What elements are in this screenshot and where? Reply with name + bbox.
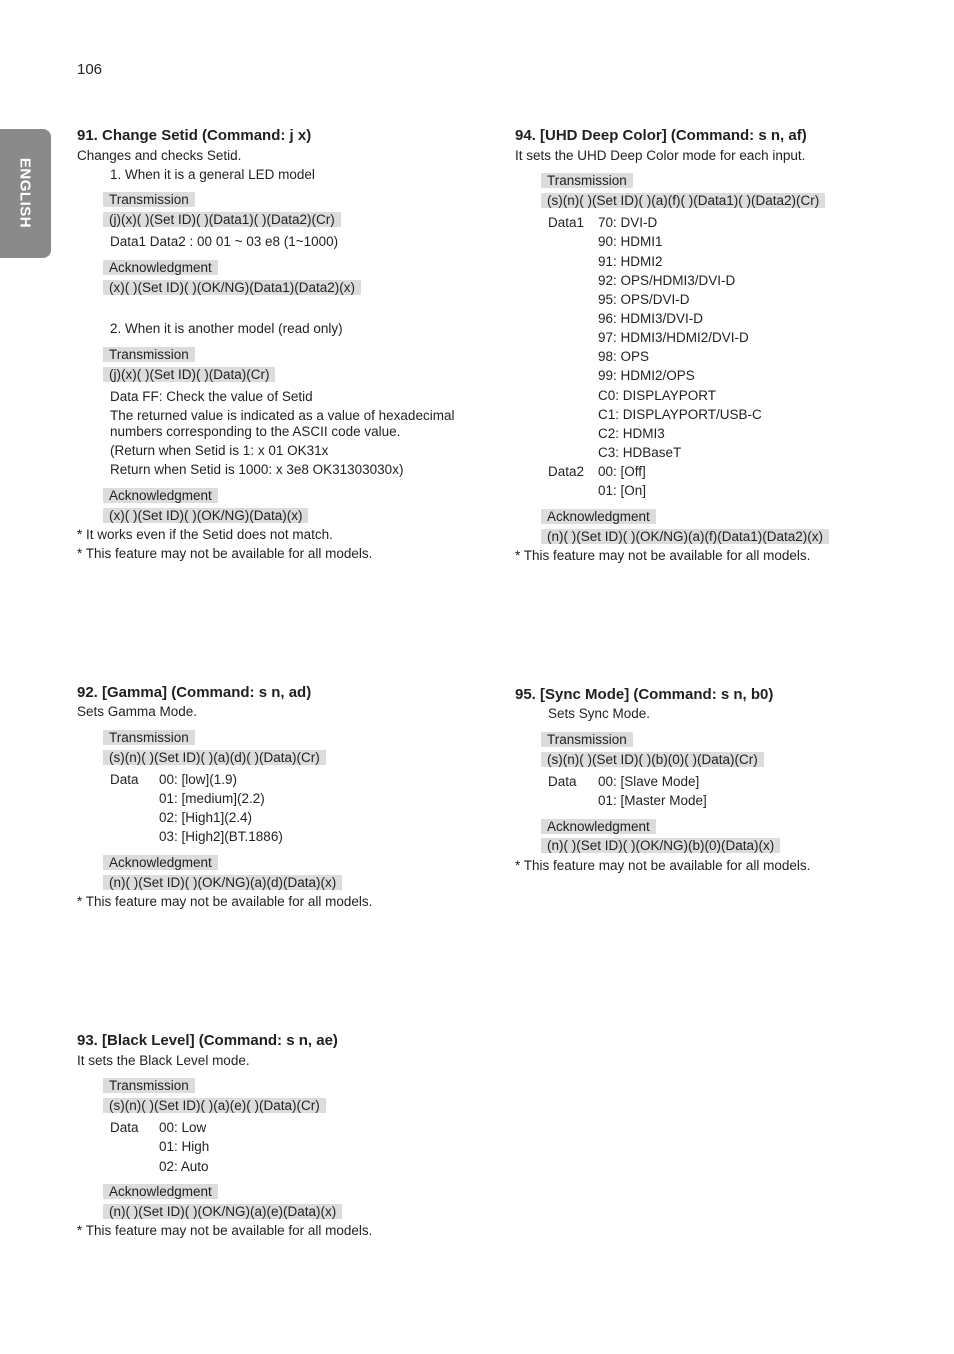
data-value: 00: [Slave Mode] bbox=[598, 774, 700, 789]
section-93-title: 93. [Black Level] (Command: s n, ae) bbox=[77, 1032, 338, 1049]
note-line: numbers corresponding to the ASCII code value. bbox=[110, 424, 401, 439]
section-92-desc: Sets Gamma Mode. bbox=[77, 704, 198, 719]
footnote: * It works even if the Setid does not match. bbox=[77, 527, 333, 542]
data-label: Data bbox=[110, 772, 139, 787]
data-value: 01: High bbox=[159, 1139, 210, 1154]
transmission-command: (s)(n)( )(Set ID)( )(a)(e)( )(Data)(Cr) bbox=[103, 1098, 326, 1113]
transmission-command: (s)(n)( )(Set ID)( )(a)(d)( )(Data)(Cr) bbox=[103, 750, 326, 765]
data-value: 02: Auto bbox=[159, 1159, 209, 1174]
transmission-command: (j)(x)( )(Set ID)( )(Data1)( )(Data2)(Cr) bbox=[103, 212, 341, 227]
acknowledgment-label: Acknowledgment bbox=[103, 260, 218, 275]
data-value: 96: HDMI3/DVI-D bbox=[598, 311, 704, 326]
transmission-label: Transmission bbox=[541, 173, 633, 188]
section-91-case1: 1. When it is a general LED model bbox=[110, 167, 315, 182]
acknowledgment-command: (n)( )(Set ID)( )(OK/NG)(a)(e)(Data)(x) bbox=[103, 1204, 342, 1219]
footnote: * This feature may not be available for all models. bbox=[77, 546, 373, 561]
data-value: C3: HDBaseT bbox=[598, 445, 682, 460]
transmission-command: (s)(n)( )(Set ID)( )(a)(f)( )(Data1)( )(Data2)(Cr) bbox=[541, 193, 825, 208]
data-value: 90: HDMI1 bbox=[598, 234, 663, 249]
acknowledgment-label: Acknowledgment bbox=[103, 488, 218, 503]
data-description: Data1 Data2 : 00 01 ~ 03 e8 (1~1000) bbox=[110, 234, 339, 249]
transmission-command: (s)(n)( )(Set ID)( )(b)(0)( )(Data)(Cr) bbox=[541, 752, 764, 767]
section-91-case2: 2. When it is another model (read only) bbox=[110, 321, 343, 336]
data-value: 97: HDMI3/HDMI2/DVI-D bbox=[598, 330, 749, 345]
section-95-desc: Sets Sync Mode. bbox=[548, 706, 651, 721]
note-line: (Return when Setid is 1: x 01 OK31x bbox=[110, 443, 329, 458]
section-91-title: 91. Change Setid (Command: j x) bbox=[77, 127, 312, 144]
data-value: 01: [Master Mode] bbox=[598, 793, 707, 808]
section-94-title: 94. [UHD Deep Color] (Command: s n, af) bbox=[515, 127, 807, 144]
data-value: 01: [medium](2.2) bbox=[159, 791, 265, 806]
data-value: C1: DISPLAYPORT/USB-C bbox=[598, 407, 762, 422]
acknowledgment-command: (x)( )(Set ID)( )(OK/NG)(Data1)(Data2)(x) bbox=[103, 280, 361, 295]
note-line: The returned value is indicated as a value of hexadecimal bbox=[110, 408, 455, 423]
footnote: * This feature may not be available for all models. bbox=[515, 548, 811, 563]
data-value: 00: Low bbox=[159, 1120, 207, 1135]
note-line: Return when Setid is 1000: x 3e8 OK31303030x) bbox=[110, 462, 404, 477]
acknowledgment-command: (n)( )(Set ID)( )(OK/NG)(a)(d)(Data)(x) bbox=[103, 875, 342, 890]
acknowledgment-label: Acknowledgment bbox=[103, 1184, 218, 1199]
data-value: 95: OPS/DVI-D bbox=[598, 292, 690, 307]
data-value: 91: HDMI2 bbox=[598, 254, 663, 269]
language-tab bbox=[0, 129, 51, 258]
transmission-label: Transmission bbox=[541, 732, 633, 747]
data-value: 99: HDMI2/OPS bbox=[598, 368, 695, 383]
data-label: Data bbox=[548, 774, 577, 789]
data-value: C0: DISPLAYPORT bbox=[598, 388, 717, 403]
data2-label: Data2 bbox=[548, 464, 585, 479]
transmission-command: (j)(x)( )(Set ID)( )(Data)(Cr) bbox=[103, 367, 275, 382]
footnote: * This feature may not be available for all models. bbox=[77, 1223, 373, 1238]
page-number: 106 bbox=[77, 61, 103, 78]
footnote: * This feature may not be available for all models. bbox=[515, 858, 811, 873]
data-value: C2: HDMI3 bbox=[598, 426, 665, 441]
data-value: 70: DVI-D bbox=[598, 215, 658, 230]
transmission-label: Transmission bbox=[103, 1078, 195, 1093]
acknowledgment-label: Acknowledgment bbox=[541, 819, 656, 834]
acknowledgment-label: Acknowledgment bbox=[541, 509, 656, 524]
section-94-desc: It sets the UHD Deep Color mode for each input. bbox=[515, 148, 806, 163]
acknowledgment-label: Acknowledgment bbox=[103, 855, 218, 870]
data-value: 01: [On] bbox=[598, 483, 647, 498]
footnote: * This feature may not be available for all models. bbox=[77, 894, 373, 909]
data-value: 92: OPS/HDMI3/DVI-D bbox=[598, 273, 736, 288]
data-value: 02: [High1](2.4) bbox=[159, 810, 253, 825]
data-value: 00: [low](1.9) bbox=[159, 772, 238, 787]
transmission-label: Transmission bbox=[103, 192, 195, 207]
acknowledgment-command: (x)( )(Set ID)( )(OK/NG)(Data)(x) bbox=[103, 508, 308, 523]
language-tab-label: ENGLISH bbox=[16, 157, 34, 229]
section-91-desc: Changes and checks Setid. bbox=[77, 148, 242, 163]
section-92-title: 92. [Gamma] (Command: s n, ad) bbox=[77, 684, 312, 701]
transmission-label: Transmission bbox=[103, 730, 195, 745]
acknowledgment-command: (n)( )(Set ID)( )(OK/NG)(b)(0)(Data)(x) bbox=[541, 838, 780, 853]
acknowledgment-command: (n)( )(Set ID)( )(OK/NG)(a)(f)(Data1)(Data2)(x) bbox=[541, 529, 829, 544]
data-label: Data bbox=[110, 1120, 139, 1135]
note-line: Data FF: Check the value of Setid bbox=[110, 389, 313, 404]
section-95-title: 95. [Sync Mode] (Command: s n, b0) bbox=[515, 686, 774, 703]
data1-label: Data1 bbox=[548, 215, 585, 230]
transmission-label: Transmission bbox=[103, 347, 195, 362]
data-value: 00: [Off] bbox=[598, 464, 646, 479]
section-93-desc: It sets the Black Level mode. bbox=[77, 1053, 250, 1068]
data-value: 03: [High2](BT.1886) bbox=[159, 829, 283, 844]
data-value: 98: OPS bbox=[598, 349, 650, 364]
